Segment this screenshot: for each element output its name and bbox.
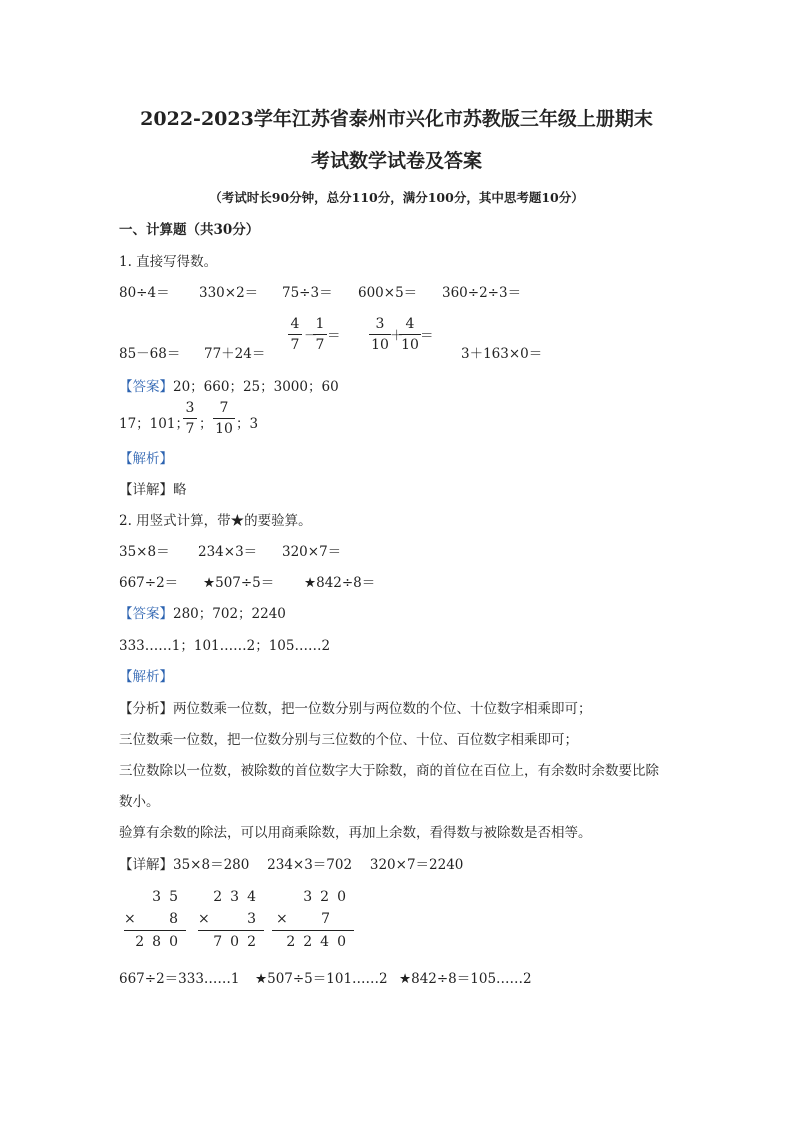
q2-item: ★507÷5＝: [203, 575, 275, 591]
numerator: 1: [315, 316, 325, 332]
exam-info: （考试时长90分钟，总分110分，满分100分，其中思考题10分）: [209, 190, 584, 205]
answer-line: [119, 375, 339, 395]
check-item: 667÷2＝333……1: [119, 971, 240, 987]
q1-item: 77＋24＝: [204, 346, 266, 362]
denominator: 7: [290, 337, 300, 353]
answer-text: 280；702；2240: [173, 606, 286, 622]
fraction: [288, 316, 302, 353]
answer-line: [119, 602, 286, 622]
detail-tag: 【详解】: [119, 857, 173, 873]
multiply-sign: ×: [198, 911, 210, 927]
check-item: ★507÷5＝101……2: [255, 971, 388, 987]
multiplier: 7: [321, 911, 338, 927]
analysis-text: 两位数乘一位数，把一位数分别与两位数的个位、十位数字相乘即可；: [173, 701, 592, 717]
q2-item: ★842÷8＝: [304, 575, 376, 591]
q1-item: 85－68＝: [119, 346, 181, 362]
q1-item: 80÷4＝: [119, 285, 170, 301]
q2-item: 35×8＝: [119, 544, 170, 560]
detail-text: 35×8＝280 234×3＝702 320×7＝2240: [173, 857, 464, 873]
separator: ；: [199, 416, 213, 432]
answer-suffix: ；3: [236, 416, 259, 432]
equals-sign: ＝: [420, 328, 434, 344]
numerator: 3: [185, 400, 195, 416]
q2-item: 667÷2＝: [119, 575, 179, 591]
numerator: 4: [405, 316, 415, 332]
answer-tag: 【答案】: [119, 606, 173, 622]
vertical-calculation: [198, 886, 264, 953]
analysis-text: 数小。: [119, 794, 160, 810]
question-1-prompt: 1. 直接写得数。: [119, 254, 218, 270]
numerator: 7: [219, 400, 229, 416]
answer-text: 20；660；25；3000；60: [173, 379, 339, 395]
detail-line: 【详解】略: [119, 482, 187, 498]
q2-item: 234×3＝: [198, 544, 258, 560]
numerator: 4: [290, 316, 300, 332]
q1-item: 3＋163×0＝: [461, 346, 543, 362]
product: 280: [135, 934, 186, 950]
fraction: [183, 400, 197, 437]
denominator: 10: [371, 337, 389, 353]
q1-item: 600×5＝: [358, 285, 418, 301]
multiplicand: 35: [152, 889, 186, 905]
q1-item: 330×2＝: [199, 285, 259, 301]
detail-line: [119, 853, 463, 873]
vertical-calculation: [272, 886, 354, 953]
section-heading: 一、计算题（共30分）: [119, 222, 260, 238]
product: 702: [213, 934, 264, 950]
multiply-sign: ×: [276, 911, 288, 927]
fraction: [213, 400, 235, 437]
multiplicand: 320: [303, 889, 354, 905]
analysis-text: 三位数除以一位数，被除数的首位数字大于除数，商的首位在百位上，有余数时余数要比除: [119, 763, 659, 779]
equals-sign: ＝: [327, 328, 341, 344]
question-2-prompt: 2. 用竖式计算，带★的要验算。: [119, 513, 312, 529]
denominator: 10: [215, 421, 233, 437]
analysis-text: 验算有余数的除法，可以用商乘除数，再加上余数，看得数与被除数是否相等。: [119, 825, 592, 841]
multiplier: 3: [247, 911, 264, 927]
operator: ＋: [390, 328, 404, 344]
multiplier: 8: [169, 911, 186, 927]
check-item: ★842÷8＝105……2: [399, 971, 532, 987]
analysis-subtag: 【分析】: [119, 701, 173, 717]
denominator: 10: [401, 337, 419, 353]
q1-item: 360÷2÷3＝: [442, 285, 522, 301]
answer-text-line2: 333……1；101……2；105……2: [119, 638, 331, 654]
answer-prefix: 17；101；: [119, 416, 189, 432]
q1-item: 75÷3＝: [282, 285, 333, 301]
page-title-line2: 考试数学试卷及答案: [310, 150, 482, 172]
page-title: 2022-2023学年江苏省泰州市兴化市苏教版三年级上册期末: [140, 108, 653, 130]
multiplicand: 234: [213, 889, 264, 905]
analysis-line: [119, 697, 592, 717]
fraction: [369, 316, 391, 353]
answer-tag: 【答案】: [119, 379, 173, 395]
analysis-text: 三位数乘一位数，把一位数分别与三位数的个位、十位、百位数字相乘即可；: [119, 732, 578, 748]
denominator: 7: [185, 421, 195, 437]
analysis-tag: 【解析】: [119, 451, 173, 467]
vertical-calculation: [124, 886, 186, 953]
analysis-tag: 【解析】: [119, 669, 173, 685]
numerator: 3: [375, 316, 385, 332]
multiply-sign: ×: [124, 911, 136, 927]
product: 2240: [286, 934, 354, 950]
q2-item: 320×7＝: [282, 544, 342, 560]
fraction: [399, 316, 421, 353]
operator: －: [304, 328, 318, 344]
denominator: 7: [315, 337, 325, 353]
fraction: [313, 316, 327, 353]
